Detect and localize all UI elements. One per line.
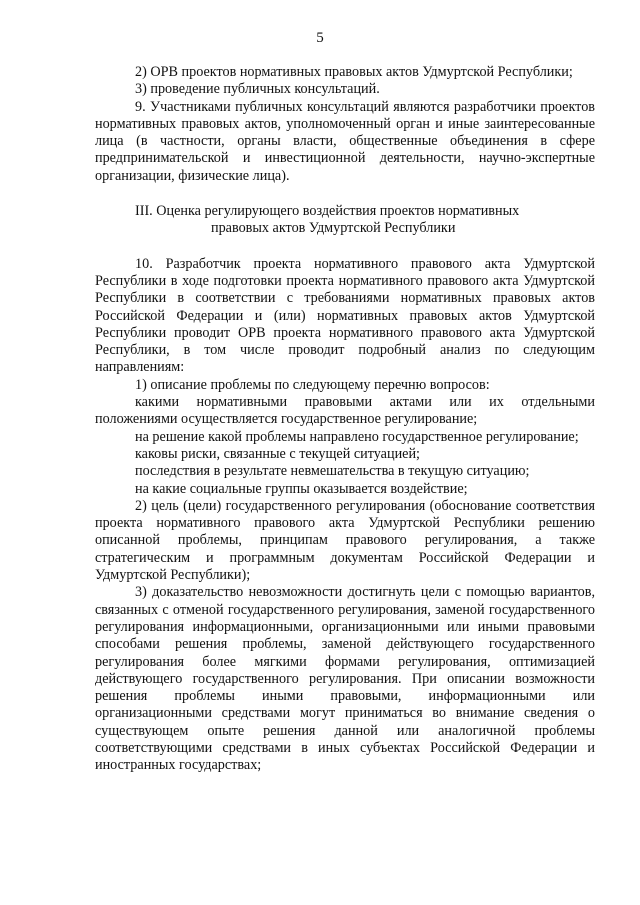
paragraph-regulating-acts: какими нормативными правовыми актами или их отдельными положениями осуществляется государственное регулирование; [95,394,595,428]
paragraph-consequences: последствия в результате невмешательства в текущую ситуацию; [135,463,530,480]
paragraph-risks: каковы риски, связанные с текущей ситуацией; [135,445,420,462]
section-heading-line1: III. Оценка регулирующего воздействия проектов нормативных [135,203,520,220]
paragraph-item-10: 10. Разработчик проекта нормативного правового акта Удмуртской Республики в ходе подготовки проекта нормативного правового акта Удмуртской Республики в соответствии с требованиями нормативных правовых актов Российской Федерации и (или) нормативных правовых актов Удмуртской Республики проводит ОРВ проекта нормативного правового акта Удмуртской Республики, в том числе проводит подробный анализ по следующим направлениям: [95,255,595,376]
document-body [95,64,595,775]
paragraph-problem-target: на решение какой проблемы направлено государственное регулирование; [135,428,579,445]
paragraph-public-consultations: 3) проведение публичных консультаций. [135,81,380,98]
paragraph-impossibility-proof: 3) доказательство невозможности достигнуть цели с помощью вариантов, связанных с отменой государственного регулирования, заменой государственного регулирования информационными, организационными или иными правовыми способами решения проблемы, заменой действующего государственного регулирования более мягкими формами регулирования, оптимизацией действующего государственного регулирования. При описании возможности решения проблемы иными правовыми, информационными или организационными средствами могут приниматься во внимание сведения о существующем опыте решения данной или аналогичной проблемы соответствующими средствами в иных субъектах Российской Федерации и иностранных государствах; [95,584,595,774]
section-heading [95,203,595,238]
paragraph-orv-projects: 2) ОРВ проектов нормативных правовых актов Удмуртской Республики; [135,64,573,80]
page-number: 5 [316,30,324,46]
paragraph-problem-description: 1) описание проблемы по следующему перечню вопросов: [135,376,490,393]
paragraph-regulation-goal: 2) цель (цели) государственного регулирования (обоснование соответствия проекта нормативного правового акта Удмуртской Республики решению описанной проблемы, принципам правового регулирования, а также стратегическим и программным документам Российской Федерации и Удмуртской Республики); [95,497,595,584]
section-heading-line2: правовых актов Удмуртской Республики [211,220,456,237]
paragraph-social-groups: на какие социальные группы оказывается воздействие; [135,480,468,497]
paragraph-item-9: 9. Участниками публичных консультаций являются разработчики проектов нормативных правовых актов, уполномоченный орган и иные заинтересованные лица (в частности, органы власти, общественные объединения в сфере предпринимательской и инвестиционной деятельности, научно-экспертные организации, физические лица). [95,98,595,184]
